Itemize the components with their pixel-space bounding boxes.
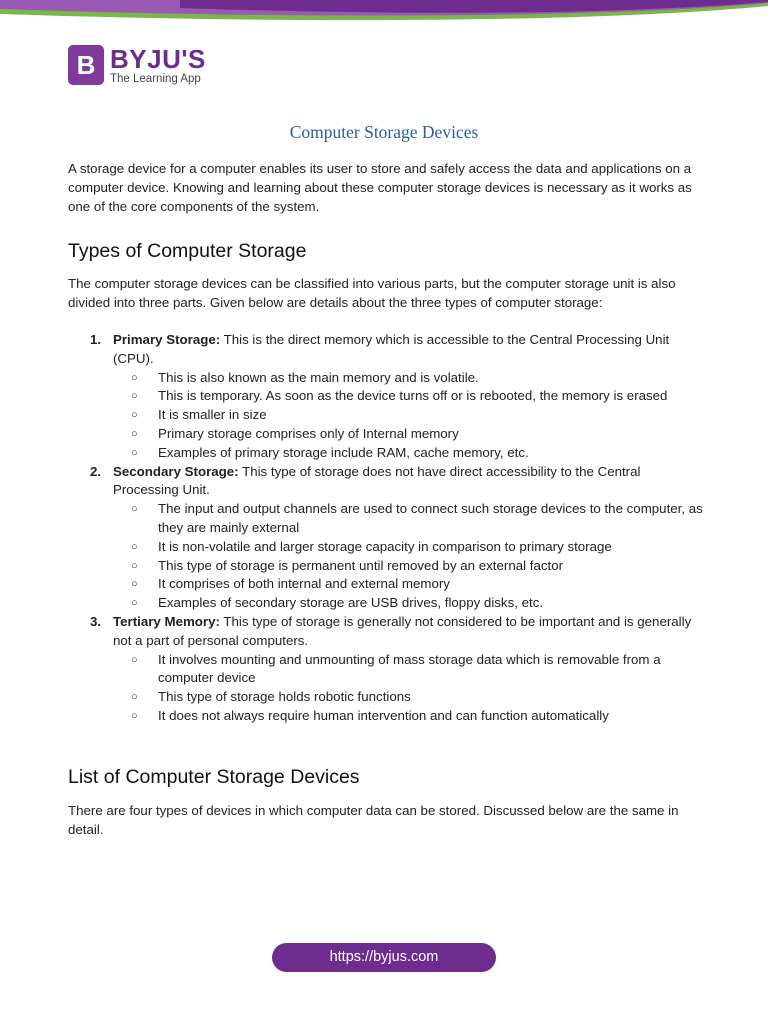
bullet-text: This type of storage is permanent until removed by an external factor [158, 557, 564, 573]
storage-type-label: Secondary Storage: [113, 463, 239, 479]
bullet-item [113, 557, 708, 576]
bullet-text: The input and output channels are used to connect such storage devices to the computer, as they are mainly external [158, 501, 703, 535]
list-number: 2. [90, 463, 102, 479]
storage-type-item [68, 331, 708, 463]
hollow-circle-bullet-icon: ○ [131, 390, 138, 403]
bullet-text: It does not always require human intervention and can function automatically [158, 707, 609, 723]
storage-type-text [113, 463, 708, 501]
storage-type-label: Primary Storage: [113, 332, 221, 347]
storage-type-description: This is the direct memory which is accessible to the Central Processing Unit (CPU). [113, 332, 670, 366]
bullet-item [113, 425, 708, 444]
page-title: Computer Storage Devices [289, 122, 479, 142]
bullet-item [113, 651, 708, 689]
bullet-text: This is also known as the main memory and is volatile. [158, 369, 479, 385]
hollow-circle-bullet-icon: ○ [131, 709, 138, 722]
list-number: 1. [90, 332, 102, 347]
bullet-item [113, 444, 708, 463]
list-number: 3. [90, 613, 102, 629]
hollow-circle-bullet-icon: ○ [131, 559, 138, 572]
hollow-circle-bullet-icon: ○ [131, 691, 138, 704]
footer-url-link[interactable]: https://byjus.com [272, 943, 496, 972]
bullet-text: It involves mounting and unmounting of mass storage data which is removable from a computer device [158, 651, 661, 686]
bullet-text: It is smaller in size [158, 407, 267, 423]
hollow-circle-bullet-icon: ○ [131, 427, 138, 440]
bullet-text: This type of storage holds robotic functions [158, 689, 411, 705]
bullet-text: Examples of secondary storage are USB drives, floppy disks, etc. [158, 595, 544, 611]
storage-type-bullets [113, 651, 708, 726]
hollow-circle-bullet-icon: ○ [131, 503, 138, 516]
top-decorative-band [0, 0, 768, 22]
devices-intro-paragraph: There are four types of devices in which computer data can be stored. Discussed below are the same in detail. [68, 803, 679, 837]
hollow-circle-bullet-icon: ○ [131, 371, 138, 384]
storage-type-text [113, 331, 708, 369]
storage-type-bullets [113, 500, 708, 613]
logo-mark: B [68, 45, 104, 85]
bullet-item [113, 406, 708, 425]
bullet-item [113, 369, 708, 388]
bullet-text: Primary storage comprises only of Internal memory [158, 425, 459, 441]
storage-type-item [68, 613, 708, 726]
hollow-circle-bullet-icon: ○ [131, 540, 138, 553]
hollow-circle-bullet-icon: ○ [131, 578, 138, 591]
types-intro-paragraph: The computer storage devices can be classified into various parts, but the computer storage unit is also divided into three parts. Given below are details about the three types of computer storage: [68, 276, 676, 310]
storage-types-list [68, 331, 708, 726]
bullet-item [113, 500, 708, 538]
storage-type-description: This type of storage does not have direct accessibility to the Central Processing Unit. [113, 463, 641, 498]
logo-name: BYJU'S [110, 44, 206, 74]
storage-type-bullets [113, 369, 708, 463]
bullet-item [113, 387, 708, 406]
hollow-circle-bullet-icon: ○ [131, 446, 138, 459]
logo-tagline: The Learning App [110, 73, 201, 85]
storage-type-description: This type of storage is generally not considered to be important and is generally not a part of personal computers. [113, 613, 692, 648]
storage-type-label: Tertiary Memory: [113, 613, 220, 629]
bullet-text: It is non-volatile and larger storage capacity in comparison to primary storage [158, 538, 612, 554]
bullet-text: It comprises of both internal and external memory [158, 576, 450, 592]
section-heading-devices: List of Computer Storage Devices [68, 766, 360, 788]
hollow-circle-bullet-icon: ○ [131, 653, 138, 666]
intro-paragraph: A storage device for a computer enables its user to store and safely access the data and applications on a computer device. Knowing and learning about these computer storage devices is necessary as it works as one of the core components of the system. [68, 161, 692, 214]
bullet-item [113, 594, 708, 613]
bullet-text: Examples of primary storage include RAM, cache memory, etc. [158, 444, 529, 460]
bullet-item [113, 688, 708, 707]
bullet-item [113, 575, 708, 594]
bullet-item [113, 707, 708, 726]
hollow-circle-bullet-icon: ○ [131, 597, 138, 610]
hollow-circle-bullet-icon: ○ [131, 409, 138, 422]
bullet-item [113, 538, 708, 557]
storage-type-item [68, 463, 708, 613]
storage-type-text [113, 613, 708, 651]
bullet-text: This is temporary. As soon as the device turns off or is rebooted, the memory is erased [158, 388, 668, 404]
section-heading-types: Types of Computer Storage [68, 240, 307, 262]
